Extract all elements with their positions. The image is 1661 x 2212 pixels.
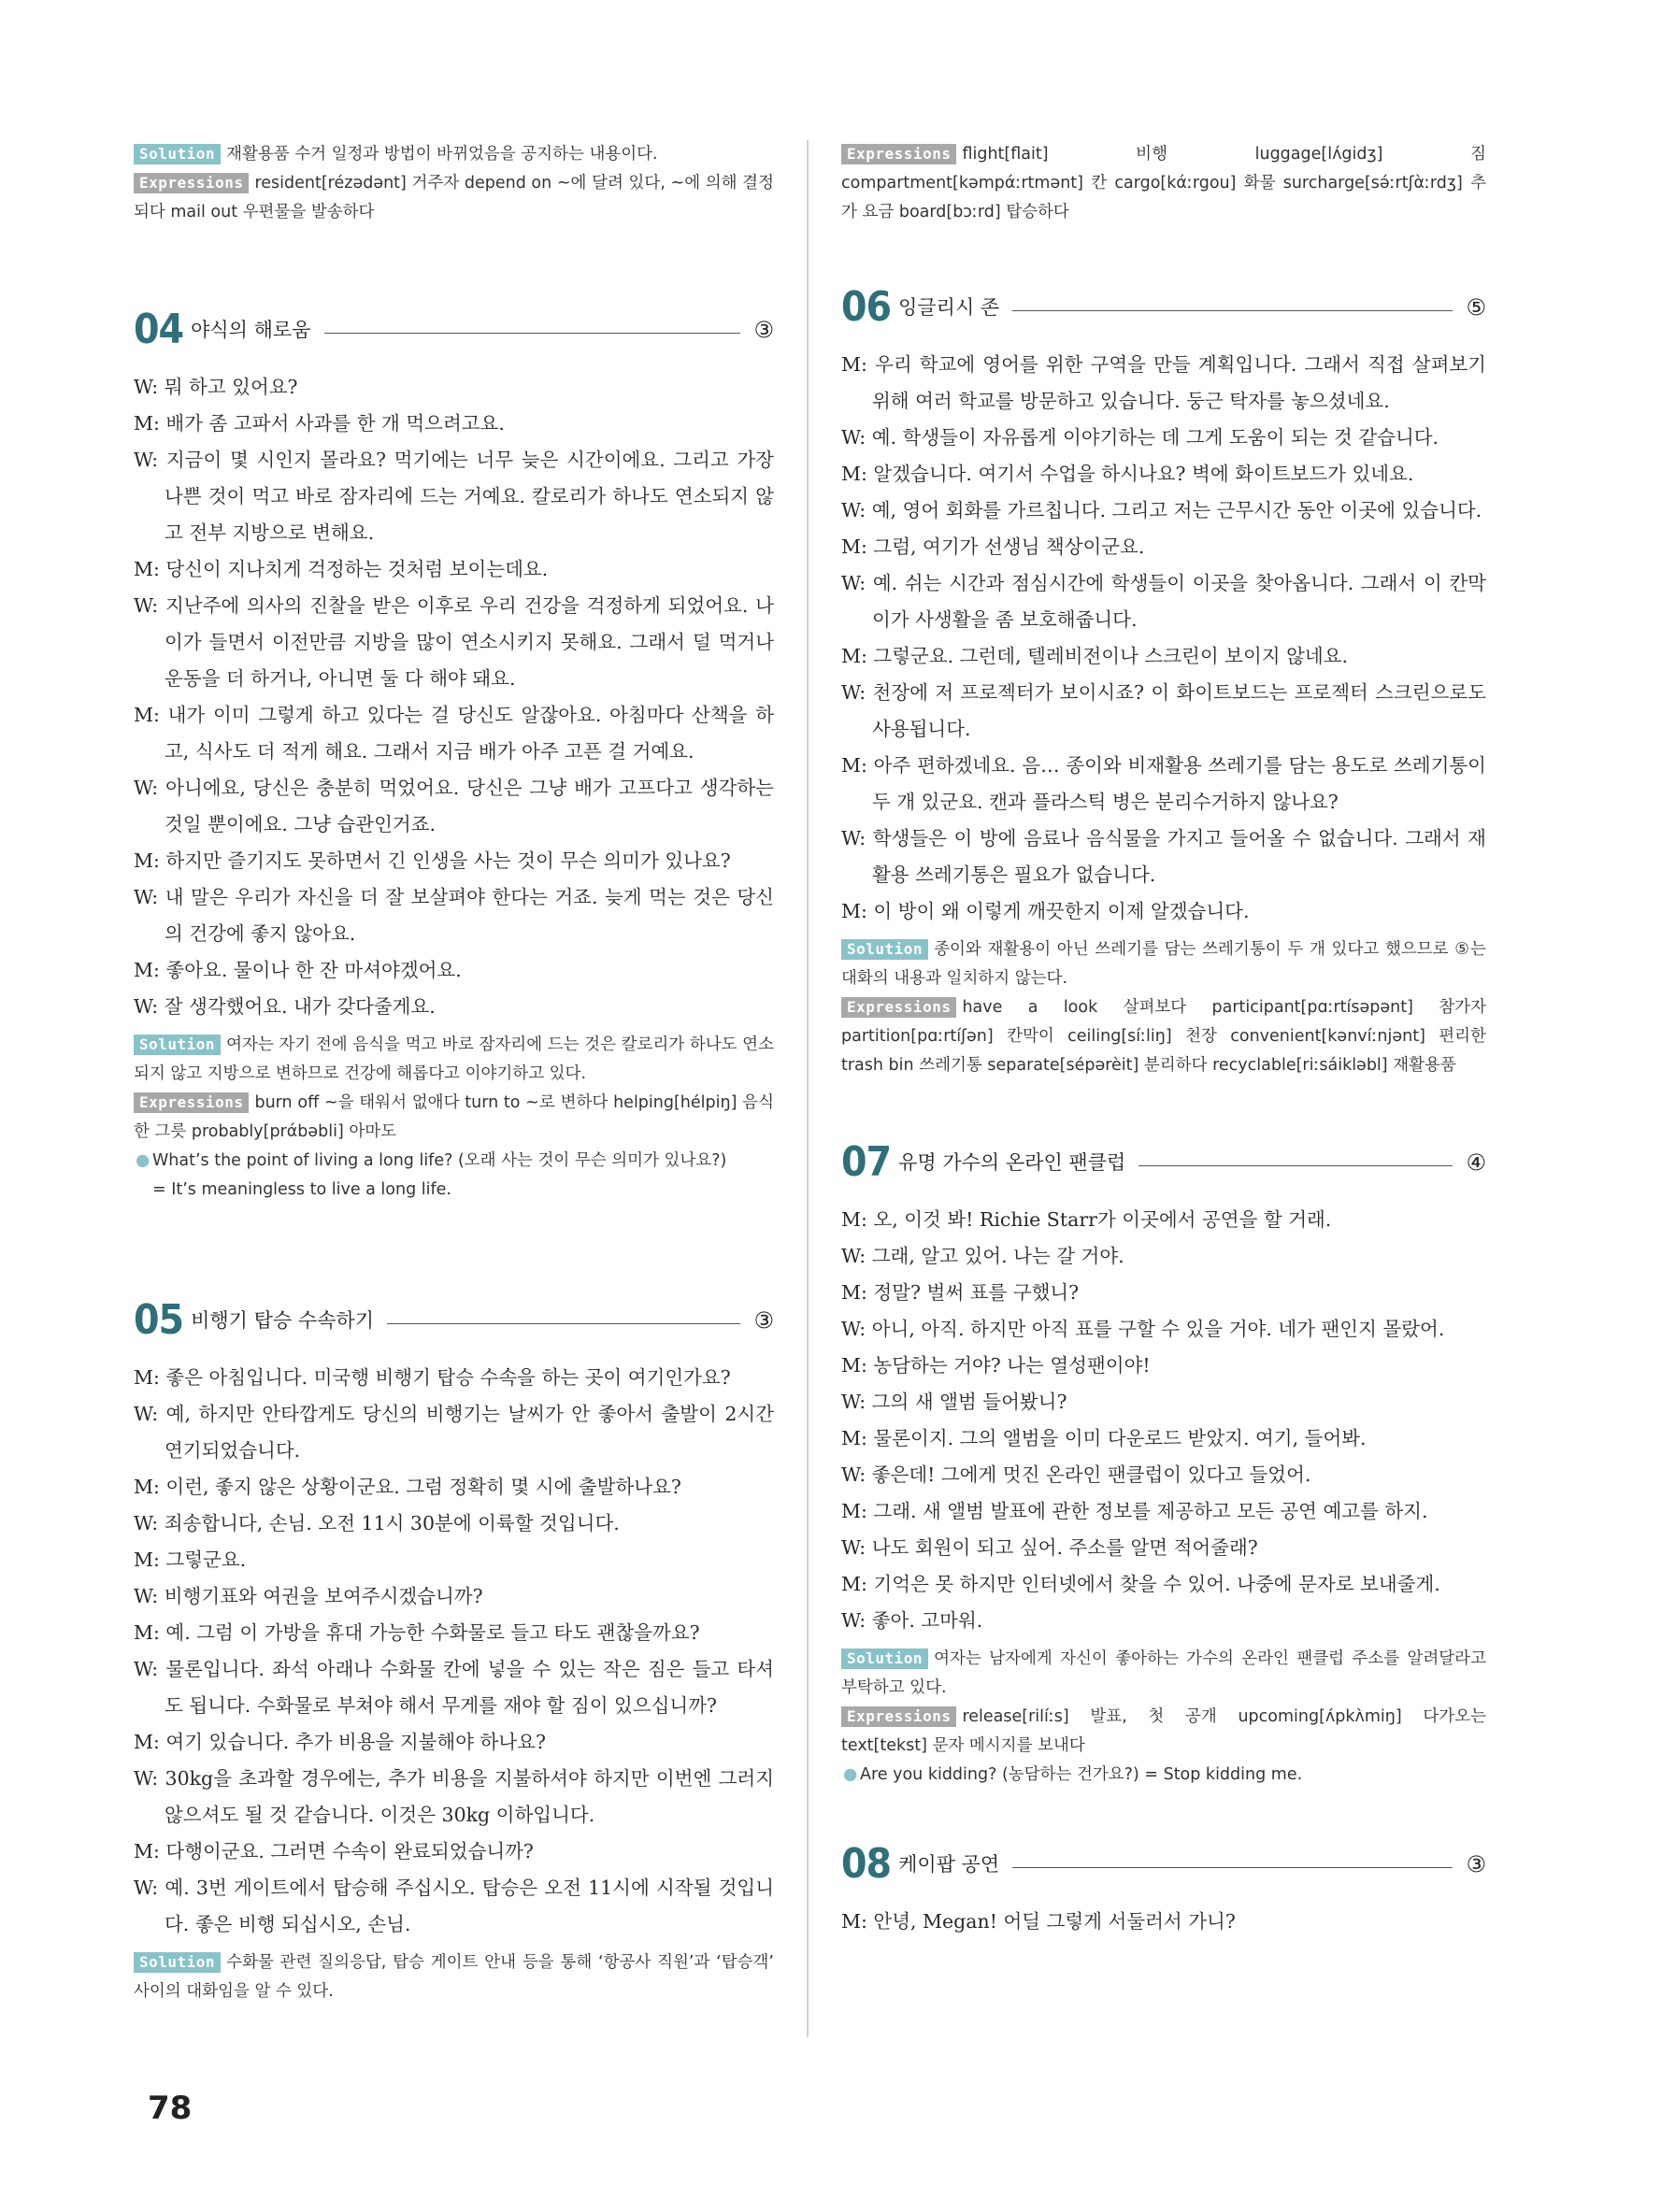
answer-mark: ⑤ [1466,294,1486,321]
dialogue-line: M: 당신이 지나치게 걱정하는 것처럼 보이는데요. [134,558,549,580]
dialogue-line: W: 좋은데! 그에게 멋진 온라인 팬클럽이 있다고 들었어. [841,1463,1311,1486]
dialogue-line: W: 뭐 하고 있어요? [134,376,298,398]
expressions-tag: Expressions [134,173,249,193]
bullet-dot-icon: ● [843,1765,858,1784]
dialogue-line: M: 하지만 즐기지도 못하면서 긴 인생을 사는 것이 무슨 의미가 있나요? [134,849,731,872]
expressions-note [134,169,774,227]
section-header [841,281,1486,334]
solution-tag: Solution [134,1952,221,1973]
answer-mark: ③ [753,1307,774,1334]
tip-text: Are you kidding? (농담하는 건가요?) = Stop kidding me. [860,1765,1303,1784]
dialogue-line: W: 내 말은 우리가 자신을 더 잘 보살펴야 한다는 거죠. 늦게 먹는 것은 당신의 건강에 좋지 않아요. [134,886,774,945]
section-04 [134,304,774,1205]
dialogue-line: W: 죄송합니다, 손님. 오전 11시 30분에 이륙할 것입니다. [134,1512,620,1534]
section-title: 케이팝 공연 [898,1853,1000,1876]
tip-text: What’s the point of living a long life? (오래 사는 것이 무슨 의미가 있나요?) [152,1151,727,1170]
dialogue-line: M: 오, 이것 봐! Richie Starr가 이곳에서 공연을 할 거래. [841,1208,1332,1231]
dialogue-line: M: 그럼, 여기가 선생님 책상이군요. [841,535,1145,558]
dialogue-line: W: 예, 영어 회화를 가르칩니다. 그리고 저는 근무시간 동안 이곳에 있습니다. [841,499,1482,521]
solution-tag: Solution [841,939,928,960]
dialogue-line: M: 좋아요. 물이나 한 잔 마셔야겠어요. [134,959,462,981]
dialogue-line: M: 정말? 벌써 표를 구했니? [841,1281,1080,1304]
solution-note [134,140,774,169]
dialogue-line: M: 기억은 못 하지만 인터넷에서 찾을 수 있어. 나중에 문자로 보내줄게. [841,1573,1440,1595]
section-title: 유명 가수의 온라인 팬클럽 [898,1151,1126,1174]
tip-equivalent: = It’s meaningless to live a long life. [152,1180,451,1199]
solution-text: 종이와 재활용이 아닌 쓰레기를 담는 쓰레기통이 두 개 있다고 했으므로 ⑤는 대화의 내용과 일치하지 않는다. [841,940,1486,988]
section-header [841,1838,1486,1891]
dialogue-line: W: 좋아. 고마워. [841,1609,983,1632]
section-08 [841,1838,1486,1940]
header-rule [1138,1165,1453,1166]
dialogue-line: M: 이 방이 왜 이렇게 깨끗한지 이제 알겠습니다. [841,900,1250,922]
section-07 [841,1136,1486,1790]
solution-text: 여자는 자기 전에 음식을 먹고 바로 잠자리에 드는 것은 칼로리가 하나도 연소되지 않고 지방으로 변하므로 건강에 해롭다고 이야기하고 있다. [134,1035,774,1083]
dialogue-line: W: 그래, 알고 있어. 나는 갈 거야. [841,1245,1124,1267]
expressions-tag: Expressions [841,144,956,164]
dialogue [134,1360,774,1943]
section-title: 야식의 해로움 [191,319,311,341]
right-column [841,140,1486,1940]
section-number: 08 [841,1840,892,1888]
dialogue-line: W: 30kg을 초과할 경우에는, 추가 비용을 지불하셔야 하지만 이번엔 그러지 않으셔도 될 것 같습니다. 이것은 30kg 이하입니다. [134,1767,774,1826]
tip-bullet [841,1761,1486,1790]
dialogue-line: M: 예. 그럼 이 가방을 휴대 가능한 수화물로 들고 타도 괜찮을까요? [134,1621,700,1644]
expressions-note [134,1089,774,1147]
expressions-text: flight[flait] 비행 luggage[lʌ́gidʒ] 짐 compartment[kəmpάːrtmənt] 칸 cargo[kάːrgou] 화물 surcharge[sə́ːrtʃὰːrdʒ] 추가 요금 board[bɔːrd] 탑승하다 [841,145,1486,221]
column-divider [807,140,809,2037]
dialogue-line: M: 그래. 새 앨범 발표에 관한 정보를 제공하고 모든 공연 예고를 하지. [841,1500,1428,1522]
header-rule [324,333,741,334]
section-title: 잉글리시 존 [898,296,1000,319]
dialogue-line: W: 아니, 아직. 하지만 아직 표를 구할 수 있을 거야. 네가 팬인지 몰랐어. [841,1318,1445,1340]
dialogue-line: M: 우리 학교에 영어를 위한 구역을 만들 계획입니다. 그래서 직접 살펴보기 위해 여러 학교를 방문하고 있습니다. 둥근 탁자를 놓으셨네요. [841,353,1486,412]
dialogue-line: M: 농담하는 거야? 나는 열성팬이야! [841,1354,1151,1377]
dialogue-line: M: 알겠습니다. 여기서 수업을 하시나요? 벽에 화이트보드가 있네요. [841,463,1414,485]
solution-text: 수화물 관련 질의응답, 탑승 게이트 안내 등을 통해 ‘항공사 직원’과 ‘탑승객’ 사이의 대화임을 알 수 있다. [134,1953,774,2001]
solution-note [134,1031,774,1089]
solution-note [841,935,1486,993]
expressions-tag: Expressions [841,997,956,1018]
section-number: 04 [134,306,184,353]
expressions-note [841,993,1486,1080]
solution-tag: Solution [134,144,221,164]
dialogue-line: W: 그의 새 앨범 들어봤니? [841,1391,1067,1413]
dialogue-line: W: 예. 쉬는 시간과 점심시간에 학생들이 이곳을 찾아옵니다. 그래서 이 칸막이가 사생활을 좀 보호해줍니다. [841,572,1486,631]
solution-text: 여자는 남자에게 자신이 좋아하는 가수의 온라인 팬클럽 주소를 알려달라고 부탁하고 있다. [841,1649,1486,1697]
header-rule [1012,1867,1453,1868]
dialogue-line: M: 내가 이미 그렇게 하고 있다는 걸 당신도 알잖아요. 아침마다 산책을 하고, 식사도 더 적게 해요. 그래서 지금 배가 아주 고픈 걸 거예요. [134,704,774,763]
dialogue-line: W: 예, 하지만 안타깝게도 당신의 비행기는 날씨가 안 좋아서 출발이 2시간 연기되었습니다. [134,1403,774,1462]
dialogue [134,369,774,1025]
solution-tag: Solution [841,1648,928,1669]
section-number: 06 [841,283,892,331]
section-06 [841,281,1486,1080]
dialogue-line: M: 그렇군요. 그런데, 텔레비전이나 스크린이 보이지 않네요. [841,645,1349,667]
expressions-text: burn off ~을 태워서 없애다 turn to ~로 변하다 helping[hélpiŋ] 음식 한 그릇 probably[prάbəbli] 아마도 [134,1093,774,1141]
expressions-tag: Expressions [841,1706,956,1727]
dialogue-line: W: 나도 회원이 되고 싶어. 주소를 알면 적어줄래? [841,1536,1258,1559]
solution-note [134,1948,774,2006]
tip-bullet [134,1147,774,1176]
expressions-note [841,140,1486,227]
solution-text: 재활용품 수거 일정과 방법이 바뀌었음을 공지하는 내용이다. [226,145,658,164]
answer-mark: ③ [753,317,774,343]
dialogue-line: M: 좋은 아침입니다. 미국행 비행기 탑승 수속을 하는 곳이 여기인가요? [134,1366,731,1389]
dialogue-line: W: 예. 3번 게이트에서 탑승해 주십시오. 탑승은 오전 11시에 시작될 것입니다. 좋은 비행 되십시오, 손님. [134,1877,774,1935]
dialogue-line: W: 잘 생각했어요. 내가 갖다줄게요. [134,995,436,1018]
expressions-text: have a look 살펴보다 participant[pɑːrtísəpənt] 참가자 partition[pɑːrtíʃən] 칸막이 ceiling[síːliŋ] 천장 convenient[kənvíːnjənt] 편리한 trash bin 쓰레기통 separate[sépərèit] 분리하다 recyclable[riːsáikləbl] 재활용품 [841,998,1486,1075]
dialogue-line: M: 이런, 좋지 않은 상황이군요. 그럼 정확히 몇 시에 출발하나요? [134,1476,681,1498]
section-header [134,1294,774,1347]
dialogue-line: W: 지난주에 의사의 진찰을 받은 이후로 우리 건강을 걱정하게 되었어요. 나이가 들면서 이전만큼 지방을 많이 연소시키지 못해요. 그래서 덜 먹거나 운동을 더 하거나, 아니면 둘 다 해야 돼요. [134,594,774,690]
dialogue-line: M: 다행이군요. 그러면 수속이 완료되었습니까? [134,1840,534,1862]
dialogue-line: M: 그렇군요. [134,1548,247,1571]
dialogue-line: W: 지금이 몇 시인지 몰라요? 먹기에는 너무 늦은 시간이에요. 그리고 가장 나쁜 것이 먹고 바로 잠자리에 드는 거예요. 칼로리가 하나도 연소되지 않고 전부 지방으로 변해요. [134,449,774,544]
answer-mark: ③ [1466,1851,1486,1877]
section-number: 07 [841,1138,892,1186]
dialogue-line: W: 학생들은 이 방에 음료나 음식물을 가지고 들어올 수 없습니다. 그래서 재활용 쓰레기통은 필요가 없습니다. [841,827,1486,886]
header-rule [387,1323,740,1324]
section-number: 05 [134,1296,184,1344]
solution-tag: Solution [134,1035,221,1055]
expressions-tag: Expressions [134,1092,249,1113]
dialogue-line: M: 안녕, Megan! 어딜 그렇게 서둘러서 가니? [841,1910,1236,1933]
expressions-text: resident[rézədənt] 거주자 depend on ~에 달려 있다, ~에 의해 결정되다 mail out 우편물을 발송하다 [134,174,774,221]
section-title: 비행기 탑승 수속하기 [191,1309,375,1332]
expressions-text: release[rilíːs] 발표, 첫 공개 upcoming[ʌ́pkʌ̀miŋ] 다가오는 text[tekst] 문자 메시지를 보내다 [841,1707,1486,1755]
dialogue-line: W: 천장에 저 프로젝터가 보이시죠? 이 화이트보드는 프로젝터 스크린으로도 사용됩니다. [841,681,1486,740]
dialogue-line: W: 아니에요, 당신은 충분히 먹었어요. 당신은 그냥 배가 고프다고 생각하는 것일 뿐이에요. 그냥 습관인거죠. [134,777,774,835]
dialogue [841,1904,1486,1940]
dialogue-line: W: 물론입니다. 좌석 아래나 수화물 칸에 넣을 수 있는 작은 짐은 들고 타셔도 됩니다. 수화물로 부쳐야 해서 무게를 재야 할 짐이 있으십니까? [134,1658,774,1717]
answer-mark: ④ [1466,1149,1486,1176]
page-number: 78 [148,2090,193,2127]
bullet-dot-icon: ● [136,1151,150,1170]
dialogue-line: W: 예. 학생들이 자유롭게 이야기하는 데 그게 도움이 되는 것 같습니다. [841,426,1439,449]
header-rule [1012,310,1453,311]
expressions-note [841,1703,1486,1761]
dialogue-line: M: 물론이지. 그의 앨범을 이미 다운로드 받았지. 여기, 들어봐. [841,1427,1367,1449]
dialogue-line: M: 배가 좀 고파서 사과를 한 개 먹으려고요. [134,412,505,435]
solution-note [841,1645,1486,1703]
dialogue [841,347,1486,930]
section-header [841,1136,1486,1189]
left-column [134,140,774,2006]
section-header [134,304,774,356]
dialogue-line: M: 여기 있습니다. 추가 비용을 지불해야 하나요? [134,1731,546,1753]
dialogue-line: M: 아주 편하겠네요. 음… 종이와 비재활용 쓰레기를 담는 용도로 쓰레기통이 두 개 있군요. 캔과 플라스틱 병은 분리수거하지 않나요? [841,754,1486,813]
section-05 [134,1294,774,2006]
dialogue [841,1202,1486,1639]
dialogue-line: W: 비행기표와 여권을 보여주시겠습니까? [134,1585,483,1607]
